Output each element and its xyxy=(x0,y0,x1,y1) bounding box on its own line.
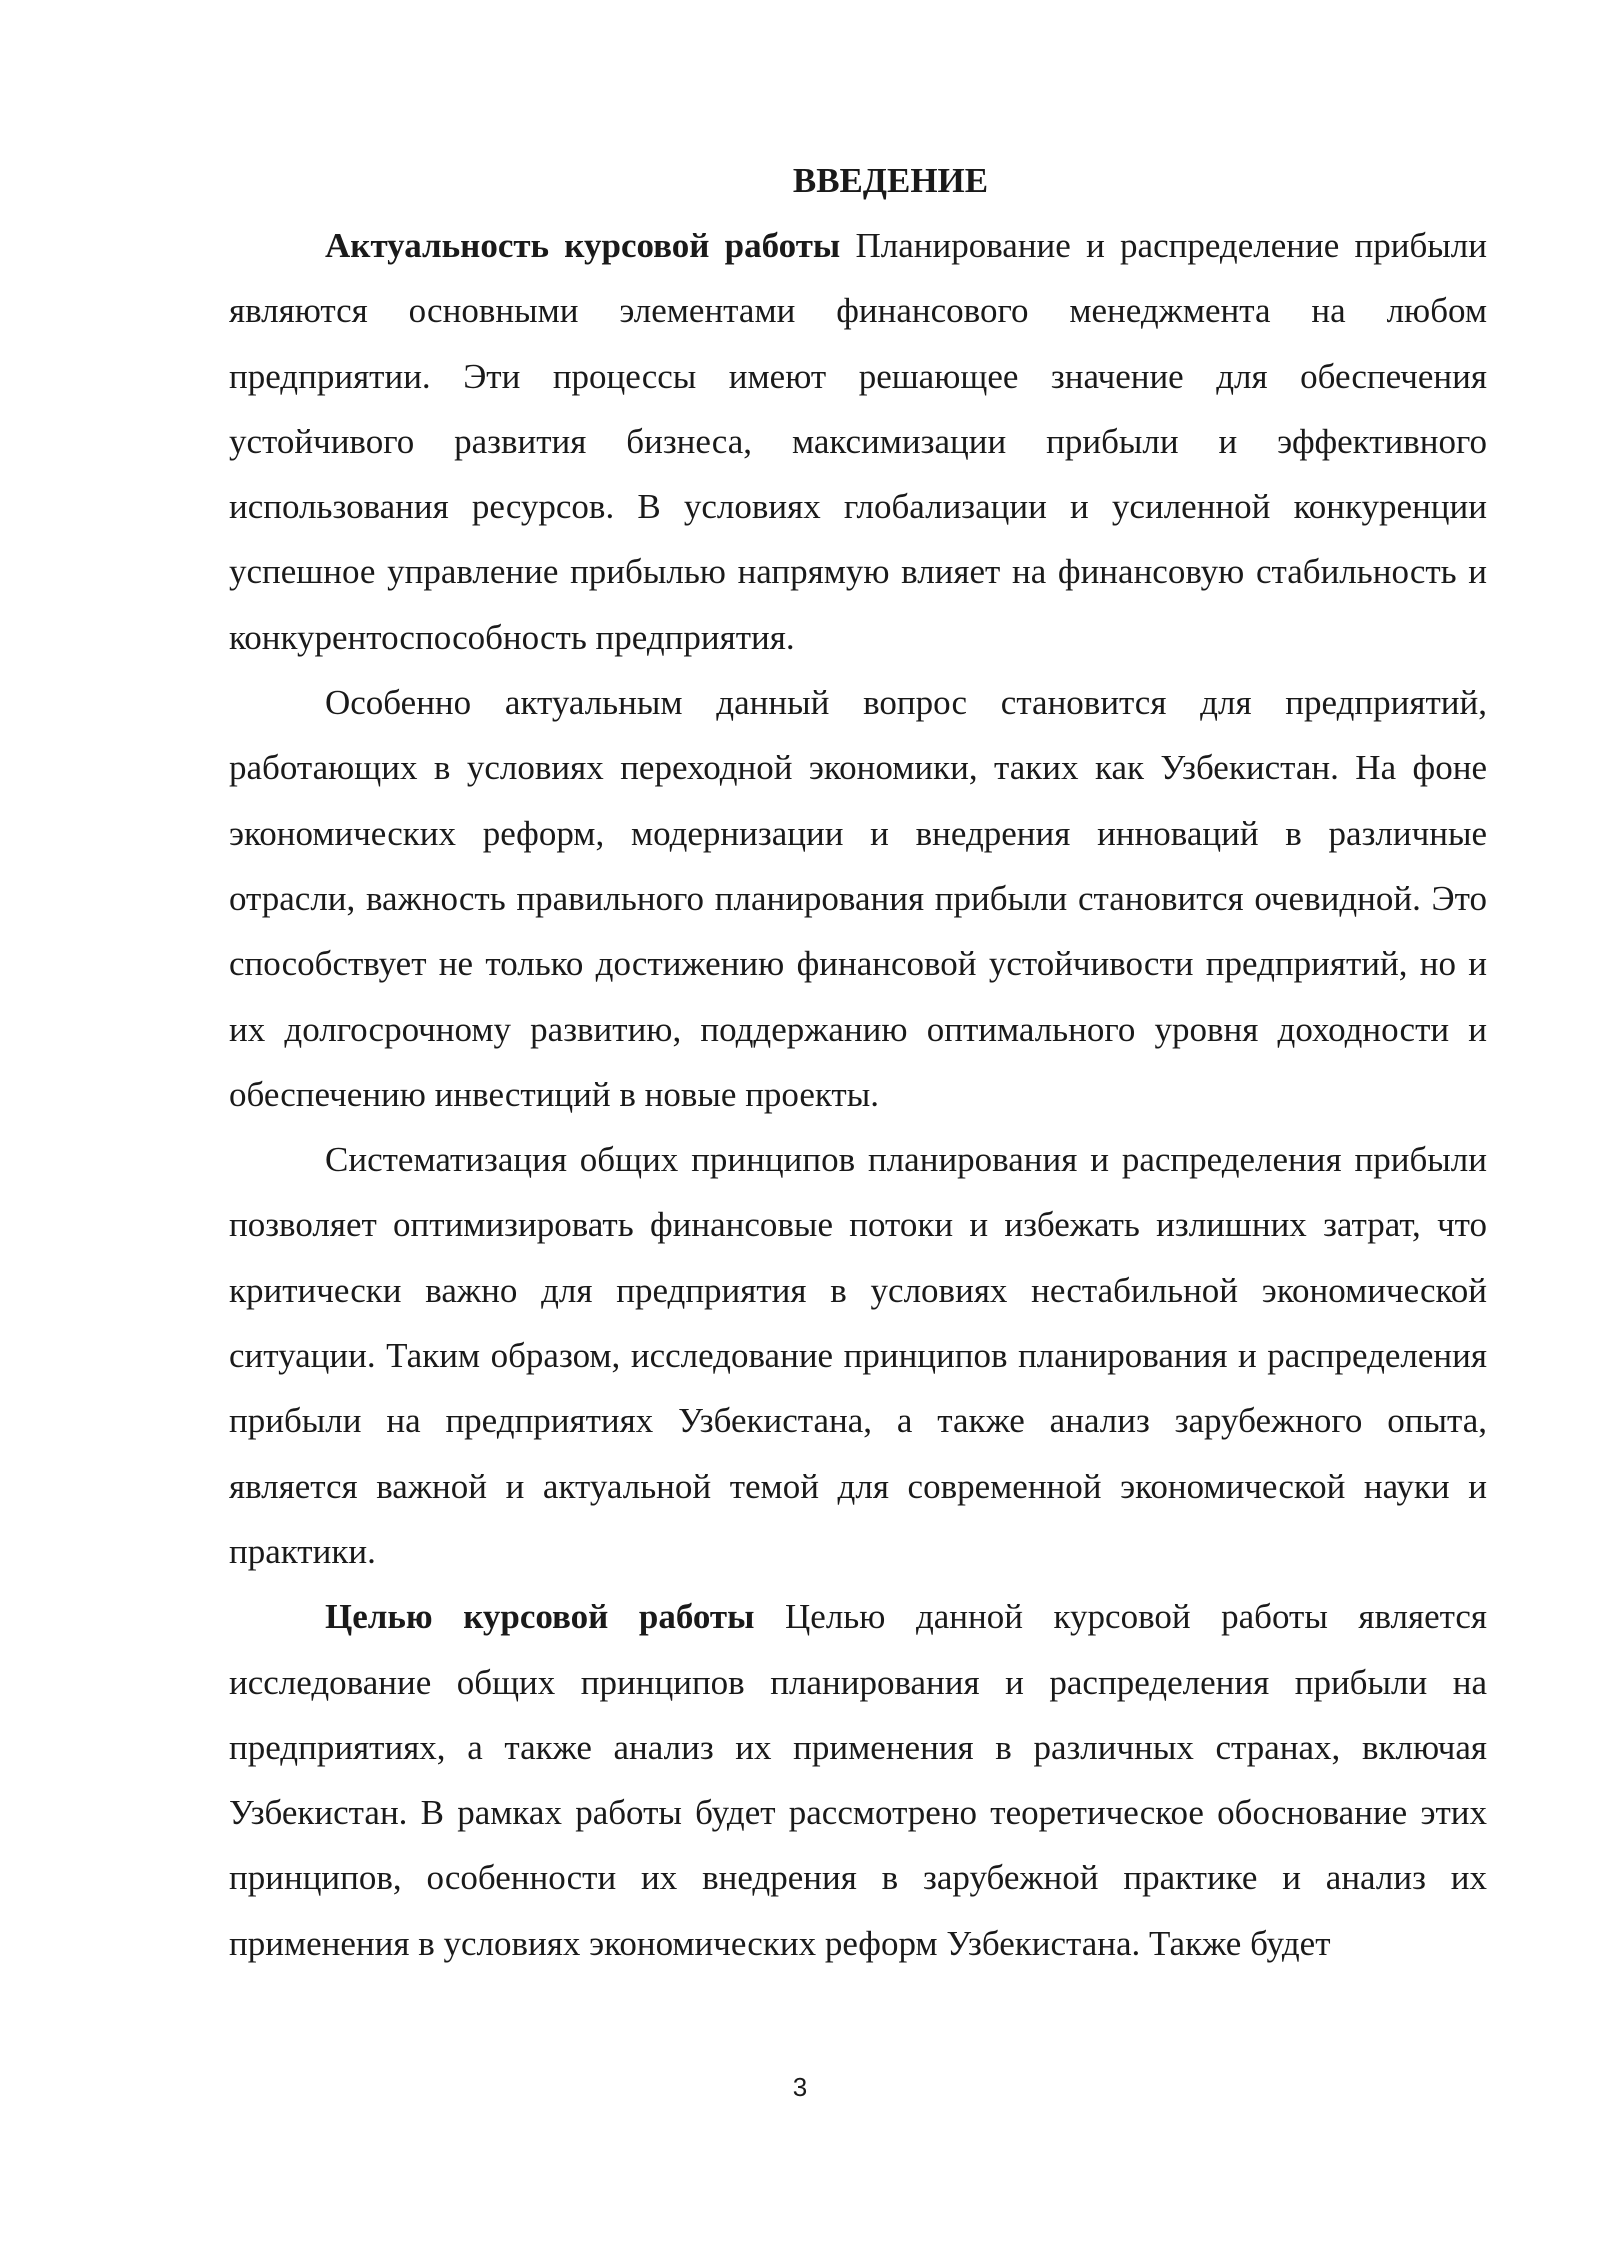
paragraph-lead: Целью курсовой работы xyxy=(325,1597,755,1637)
paragraph-lead: Актуальность курсовой работы xyxy=(325,226,841,265)
page-body xyxy=(229,148,1487,1976)
paragraph-goal xyxy=(229,1584,1487,1976)
paragraph-text: Систематизация общих принципов планирования и распределения прибыли позволяет оптимизировать финансовые потоки и избежать излишних затрат, что критически важно для предприятия в условиях нестабильной экономической ситуации. Таким образом, исследование принципов планирования и распределения прибыли на предприятиях Узбекистана, а также анализ зарубежного опыта, является важной и актуальной темой для современной экономической науки и практики. xyxy=(229,1140,1487,1571)
paragraph-transition-economy xyxy=(229,670,1487,1127)
paragraph-text: Целью данной курсовой работы является исследование общих принципов планирования и распределения прибыли на предприятиях, а также анализ их применения в различных странах, включая Узбекистан. В рамках работы будет рассмотрено теоретическое обоснование этих принципов, особенности их внедрения в зарубежной практике и анализ их применения в условиях экономических реформ Узбекистана. Также будет xyxy=(229,1597,1487,1963)
page-number: 3 xyxy=(792,2072,808,2102)
paragraph-relevance xyxy=(229,213,1487,670)
paragraph-text: Особенно актуальным данный вопрос становится для предприятий, работающих в условиях переходной экономики, таких как Узбекистан. На фоне экономических реформ, модернизации и внедрения инноваций в различные отрасли, важность правильного планирования прибыли становится очевидной. Это способствует не только достижению финансовой устойчивости предприятий, но и их долгосрочному развитию, поддержанию оптимального уровня доходности и обеспечению инвестиций в новые проекты. xyxy=(229,683,1487,1114)
paragraph-text: Планирование и распределение прибыли являются основными элементами финансового менеджмента на любом предприятии. Эти процессы имеют решающее значение для обеспечения устойчивого развития бизнеса, максимизации прибыли и эффективного использования ресурсов. В условиях глобализации и усиленной конкуренции успешное управление прибылью напрямую влияет на финансовую стабильность и конкурентоспособность предприятия. xyxy=(229,226,1487,657)
paragraph-systematization xyxy=(229,1127,1487,1584)
page-title: ВВЕДЕНИЕ xyxy=(792,161,989,200)
